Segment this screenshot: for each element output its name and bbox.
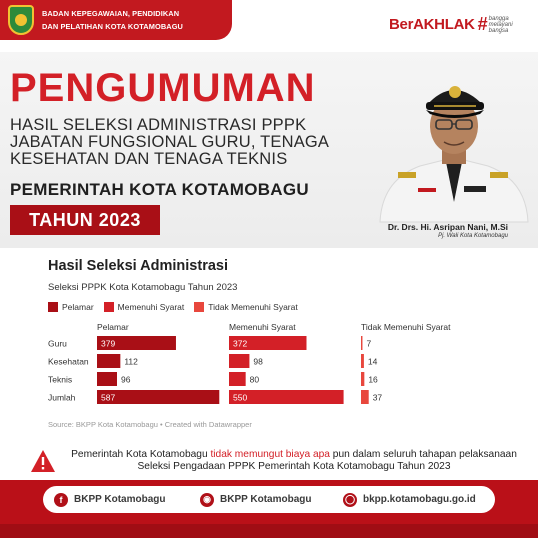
hashtag-icon: #: [477, 14, 488, 34]
bar-value-label: 16: [368, 374, 378, 385]
globe-icon: ◯: [343, 493, 357, 507]
official-name: Dr. Drs. Hi. Asripan Nani, M.Si: [387, 222, 508, 232]
bar: [361, 372, 364, 386]
brand-tag-2: melayani: [488, 21, 513, 28]
facebook-label: BKPP Kotamobagu: [74, 494, 166, 505]
legend-label: Tidak Memenuhi Syarat: [208, 302, 298, 312]
berakhlak-brand: [389, 14, 513, 35]
instagram-label: BKPP Kotamobagu: [220, 494, 312, 505]
bar-chart: [40, 318, 498, 418]
category-label: Jumlah: [48, 392, 76, 403]
bar-value-label: 379: [101, 338, 116, 349]
website-link[interactable]: [343, 486, 476, 513]
bar: [97, 372, 117, 386]
org-name-line2: DAN PELATIHAN KOTA KOTAMOBAGU: [42, 22, 183, 31]
official-caption: [368, 222, 508, 239]
page-title: PENGUMUMAN: [10, 66, 316, 110]
bar-value-label: 587: [101, 392, 116, 403]
category-label: Teknis: [48, 374, 73, 385]
legend-swatch: [48, 302, 58, 312]
legend-item-memenuhi: [104, 302, 185, 312]
legend-item-tidak-memenuhi: [194, 302, 297, 312]
legend-item-pelamar: [48, 302, 94, 312]
bar: [361, 354, 364, 368]
brand-name: BerAKHLAK: [389, 16, 475, 33]
instagram-link[interactable]: [200, 486, 312, 513]
legend-label: Pelamar: [62, 302, 94, 312]
bar: [361, 390, 369, 404]
bar: [97, 354, 120, 368]
chart-legend: [48, 302, 308, 312]
category-label: Guru: [48, 338, 67, 349]
official-role: Pj. Wali Kota Kotamobagu: [438, 233, 508, 239]
chart-subtitle: Seleksi PPPK Kota Kotamobagu Tahun 2023: [48, 282, 238, 293]
bar: [229, 372, 246, 386]
bar: [97, 390, 219, 404]
chart-source: Source: BKPP Kota Kotamobagu • Created with Datawrapper: [48, 420, 252, 429]
category-label: Kesehatan: [48, 356, 89, 367]
notice-part2: pun dalam seluruh tahapan pelaksanaan Seleksi Pengadaan PPPK Pemerintah Kota Kotamobagu Tahun 2023: [137, 449, 517, 472]
panel-header: Memenuhi Syarat: [229, 322, 296, 332]
panel-header: Tidak Memenuhi Syarat: [361, 322, 451, 332]
brand-tag-3: bangsa: [488, 27, 509, 34]
bar: [229, 354, 249, 368]
bar-value-label: 80: [249, 374, 260, 385]
bar-value-label: 37: [372, 392, 383, 403]
bar-value-label: 372: [233, 338, 248, 349]
bar-value-label: 550: [233, 392, 248, 403]
notice-part1: Pemerintah Kota Kotamobagu: [71, 449, 211, 460]
panel-header: Pelamar: [97, 322, 129, 332]
bar-value-label: 7: [366, 338, 372, 349]
website-label: bkpp.kotamobagu.go.id: [363, 494, 476, 505]
org-banner: [0, 0, 232, 40]
notice-highlight: tidak memungut biaya apa: [210, 449, 330, 460]
warning-icon: [30, 449, 56, 473]
org-name-line1: BADAN KEPEGAWAIAN, PENDIDIKAN: [42, 9, 180, 18]
facebook-link[interactable]: [54, 486, 166, 513]
bar-value-label: 96: [121, 374, 131, 385]
org-name: [42, 7, 183, 33]
bar-value-label: 98: [253, 356, 263, 367]
facebook-icon: f: [54, 493, 68, 507]
bar: [361, 336, 362, 350]
chart-title: Hasil Seleksi Administrasi: [48, 258, 228, 274]
year-badge: TAHUN 2023: [10, 205, 160, 235]
legend-swatch: [194, 302, 204, 312]
brand-tagline: [489, 16, 513, 34]
government-name: PEMERINTAH KOTA KOTAMOBAGU: [10, 180, 309, 199]
notice-text: [64, 449, 524, 473]
legend-label: Memenuhi Syarat: [117, 302, 185, 312]
instagram-icon: ◉: [200, 493, 214, 507]
legend-swatch: [104, 302, 114, 312]
bottom-strip: [0, 524, 538, 538]
bar-value-label: 14: [367, 356, 378, 367]
brand-tag-1: bangga: [488, 15, 509, 22]
kotamobagu-logo-icon: [8, 5, 34, 35]
bar-value-label: 112: [124, 356, 138, 367]
announcement-subtitle: HASIL SELEKSI ADMINISTRASI PPPK JABATAN FUNGSIONAL GURU, TENAGA KESEHATAN DAN TENAGA TEKNIS: [10, 116, 329, 168]
